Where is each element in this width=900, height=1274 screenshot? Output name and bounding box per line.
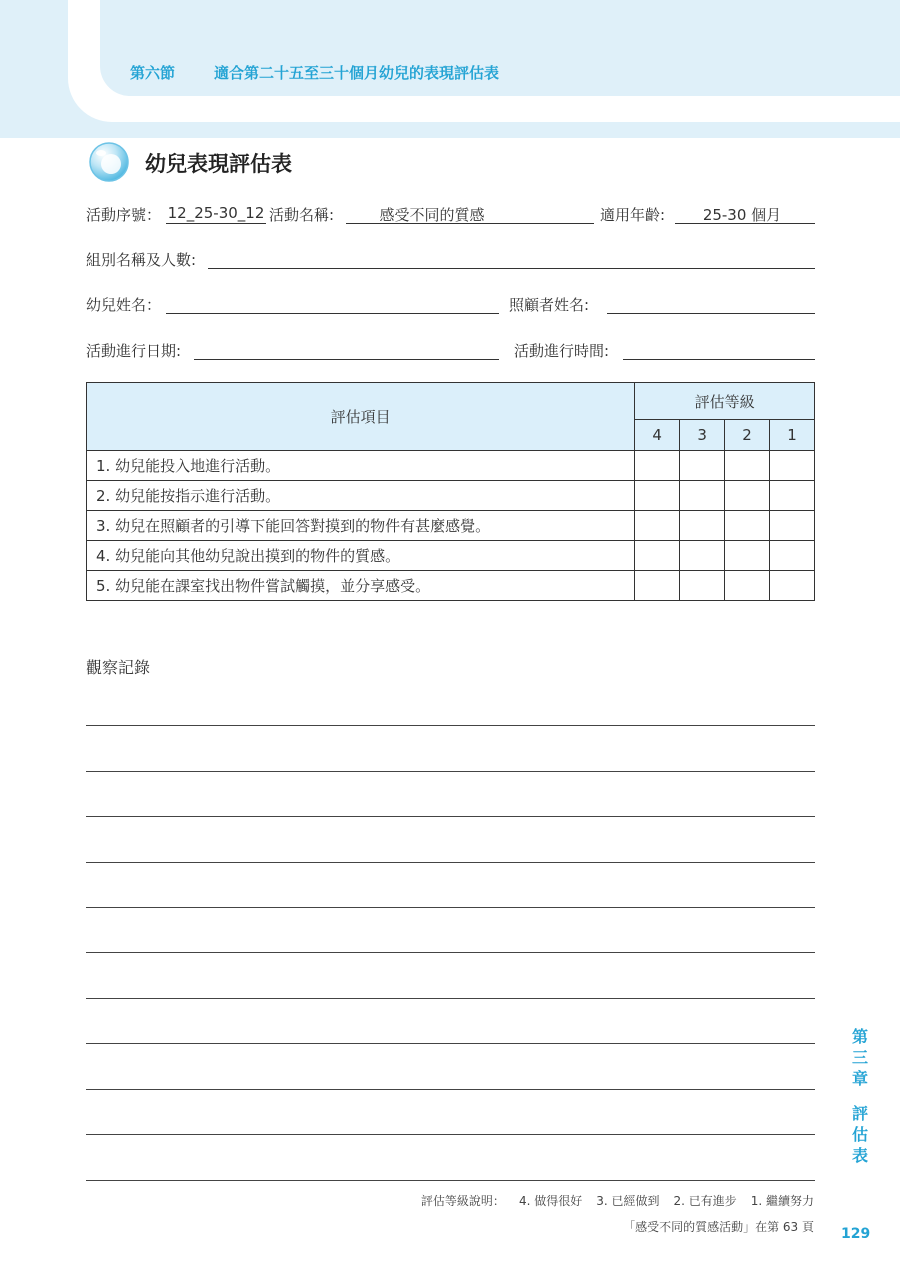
observation-line[interactable]: [86, 1089, 815, 1090]
age-label: 適用年齡:: [600, 206, 666, 224]
grade-2-checkbox[interactable]: [725, 451, 770, 481]
observation-line[interactable]: [86, 907, 815, 908]
activity-no-label: 活動序號：: [86, 206, 162, 224]
child-name-field[interactable]: [166, 313, 499, 314]
legend-item: 3. 已經做到: [596, 1194, 660, 1208]
time-label: 活動進行時間:: [514, 342, 610, 360]
caregiver-field[interactable]: [607, 313, 815, 314]
item-text: 3. 幼兒在照顧者的引導下能回答對摸到的物件有甚麼感覺。: [87, 511, 635, 541]
group-label: 組別名稱及人數:: [86, 251, 197, 269]
grade-3-checkbox[interactable]: [680, 451, 725, 481]
grade-4-checkbox[interactable]: [635, 451, 680, 481]
observation-line[interactable]: [86, 998, 815, 999]
grade-1-checkbox[interactable]: [770, 571, 815, 601]
observation-line[interactable]: [86, 816, 815, 817]
activity-name-value[interactable]: 感受不同的質感: [379, 206, 485, 224]
group-field[interactable]: [208, 268, 815, 269]
table-row: [87, 451, 815, 481]
grade-3-checkbox[interactable]: [680, 541, 725, 571]
grade-4-header: 4: [635, 420, 680, 451]
item-text: 4. 幼兒能向其他幼兒說出摸到的物件的質感。: [87, 541, 635, 571]
table-row: [87, 571, 815, 601]
names-row: [86, 294, 815, 318]
grade-1-header: 1: [770, 420, 815, 451]
age-value[interactable]: 25-30 個月: [702, 206, 782, 224]
time-field[interactable]: [623, 359, 815, 360]
table-row: [87, 511, 815, 541]
grade-3-header: 3: [680, 420, 725, 451]
legend-item: 1. 繼續努力: [750, 1194, 814, 1208]
grade-1-checkbox[interactable]: [770, 481, 815, 511]
form-title: 幼兒表現評估表: [145, 152, 292, 176]
grade-1-checkbox[interactable]: [770, 451, 815, 481]
caregiver-label: 照顧者姓名:: [509, 296, 590, 314]
item-header: 評估項目: [87, 383, 635, 451]
group-row: [86, 249, 815, 273]
observation-line[interactable]: [86, 1180, 815, 1181]
observation-line[interactable]: [86, 771, 815, 772]
source-note: 「感受不同的質感活動」在第 63 頁: [623, 1220, 814, 1234]
grade-1-checkbox[interactable]: [770, 511, 815, 541]
datetime-row: [86, 340, 815, 364]
table-row: [87, 541, 815, 571]
activity-no-value[interactable]: 12_25-30_12: [167, 204, 265, 222]
child-name-label: 幼兒姓名：: [86, 296, 162, 314]
section-heading: [130, 62, 499, 83]
grade-1-checkbox[interactable]: [770, 541, 815, 571]
evaluation-table: [86, 382, 815, 601]
chapter-side-tab: [849, 1026, 871, 1166]
legend-item: 2. 已有進步: [673, 1194, 737, 1208]
date-field[interactable]: [194, 359, 499, 360]
grade-4-checkbox[interactable]: [635, 511, 680, 541]
activity-name-label: 活動名稱:: [269, 206, 335, 224]
grade-4-checkbox[interactable]: [635, 481, 680, 511]
bubble-icon: [88, 141, 130, 183]
grade-3-checkbox[interactable]: [680, 571, 725, 601]
header-tab-inner: [92, 0, 900, 104]
grade-2-checkbox[interactable]: [725, 511, 770, 541]
chapter-label: 第 三 章: [851, 1027, 868, 1088]
activity-no-line: [166, 223, 266, 224]
section-title: 適合第二十五至三十個月幼兒的表現評估表: [214, 64, 500, 82]
item-text: 2. 幼兒能按指示進行活動。: [87, 481, 635, 511]
observation-line[interactable]: [86, 862, 815, 863]
grade-3-checkbox[interactable]: [680, 511, 725, 541]
grade-4-checkbox[interactable]: [635, 571, 680, 601]
observation-line[interactable]: [86, 725, 815, 726]
observation-title: 觀察記錄: [86, 658, 151, 677]
legend-label: 評估等級說明：: [420, 1194, 505, 1208]
grade-header: 評估等級: [635, 383, 815, 420]
item-text: 1. 幼兒能投入地進行活動。: [87, 451, 635, 481]
grade-3-checkbox[interactable]: [680, 481, 725, 511]
section-number: 第六節: [130, 64, 176, 82]
page-number: 129: [841, 1226, 871, 1242]
chapter-section-label: 評 估 表: [851, 1104, 868, 1165]
observation-line[interactable]: [86, 952, 815, 953]
table-row: [87, 481, 815, 511]
grade-2-checkbox[interactable]: [725, 541, 770, 571]
grade-2-checkbox[interactable]: [725, 481, 770, 511]
legend-item: 4. 做得很好: [518, 1194, 583, 1208]
grade-2-checkbox[interactable]: [725, 571, 770, 601]
grade-4-checkbox[interactable]: [635, 541, 680, 571]
observation-line[interactable]: [86, 1134, 815, 1135]
observation-line[interactable]: [86, 1043, 815, 1044]
date-label: 活動進行日期:: [86, 342, 182, 360]
item-text: 5. 幼兒能在課室找出物件嘗試觸摸，並分享感受。: [87, 571, 635, 601]
grade-legend: [421, 1192, 814, 1209]
activity-info-row: [86, 204, 815, 228]
grade-2-header: 2: [725, 420, 770, 451]
